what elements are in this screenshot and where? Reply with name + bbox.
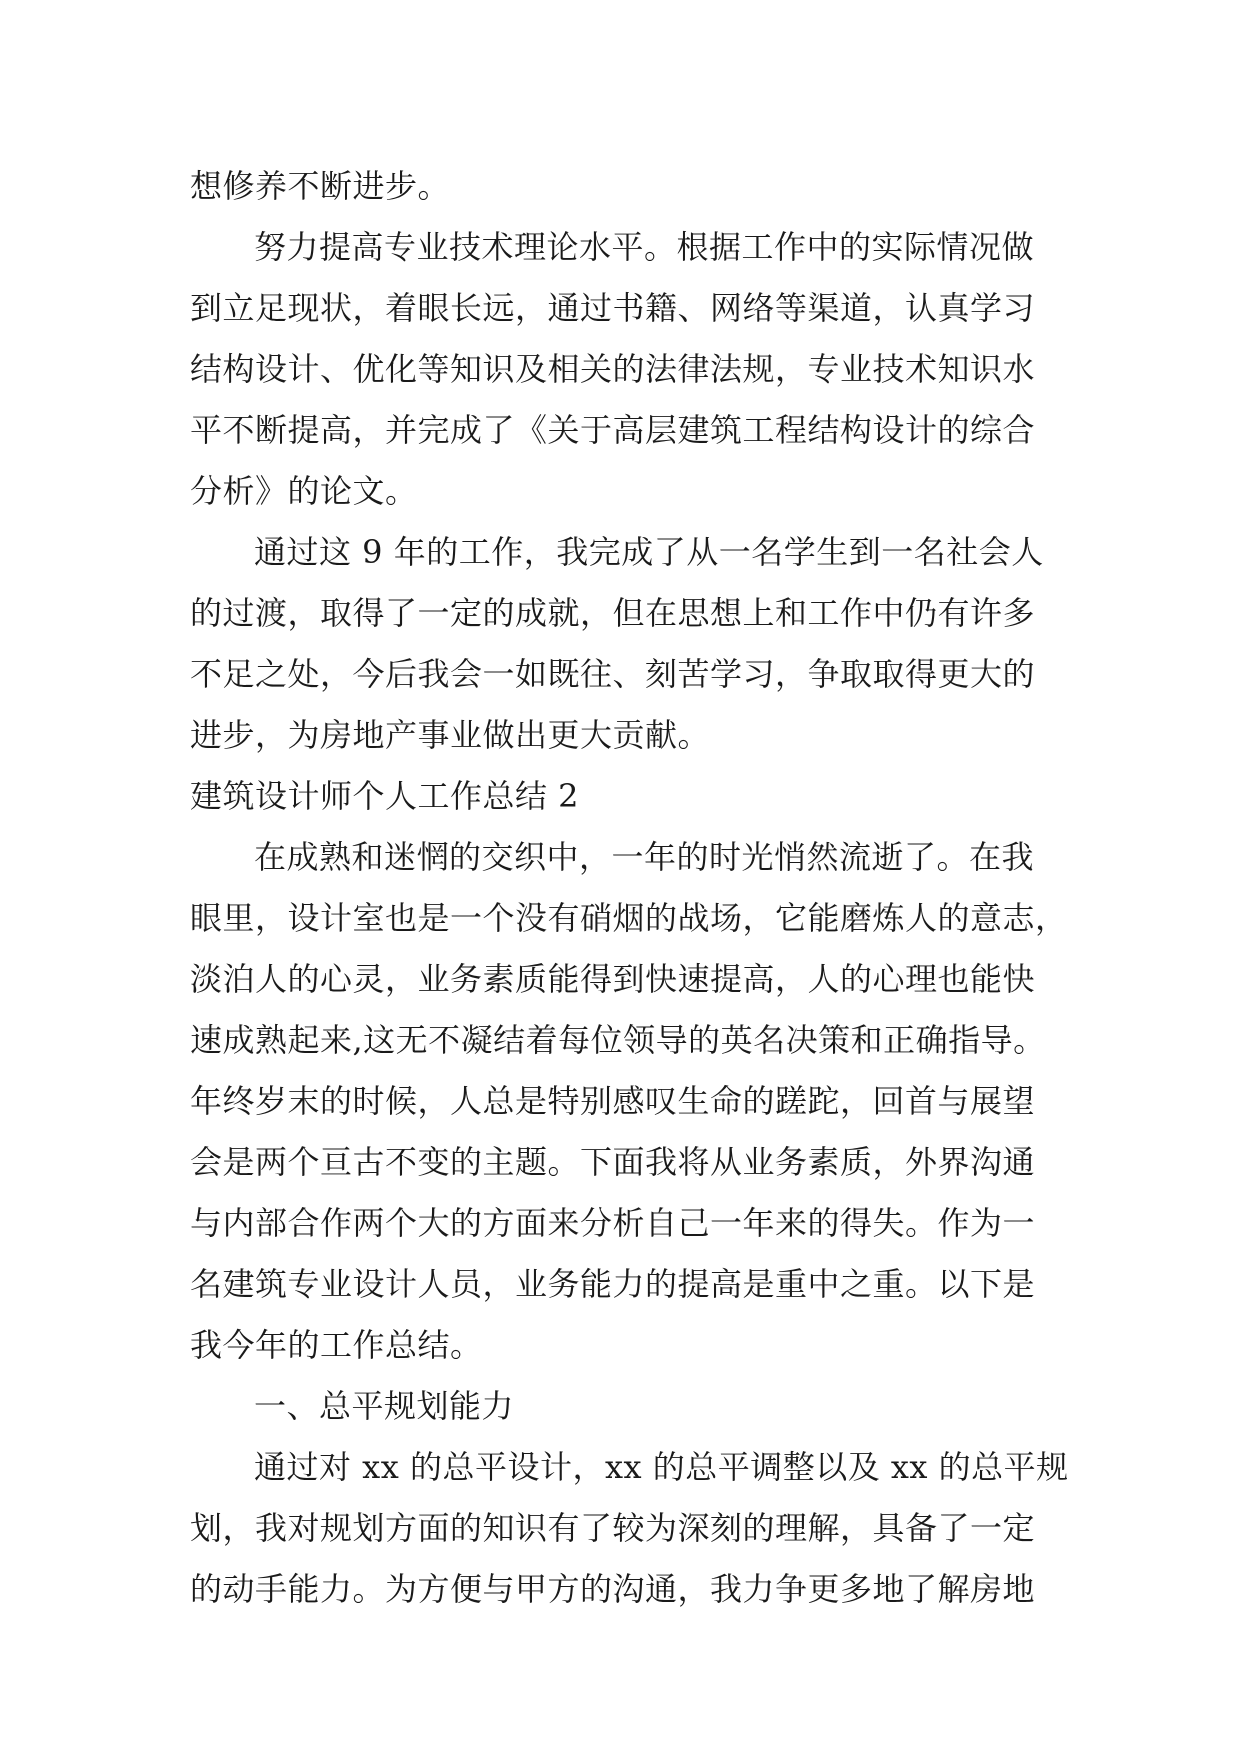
paragraph-line-1: 想修养不断进步。 — [190, 167, 451, 205]
paragraph-line-10: 进步，为房地产事业做出更大贡献。 — [190, 716, 711, 754]
paragraph-line-5: 平不断提高，并完成了《关于高层建筑工程结构设计的综合 — [190, 411, 1036, 449]
paragraph-line-4: 结构设计、优化等知识及相关的法律法规，专业技术知识水 — [190, 350, 1036, 388]
paragraph-line-13: 眼里，设计室也是一个没有硝烟的战场，它能磨炼人的意志， — [190, 899, 1068, 937]
paragraph-line-6: 分析》的论文。 — [190, 472, 418, 510]
paragraph-line-3: 到立足现状，着眼长远，通过书籍、网络等渠道，认真学习 — [190, 289, 1036, 327]
section-heading: 建筑设计师个人工作总结 2 — [190, 777, 580, 815]
paragraph-line-7: 通过这 9 年的工作，我完成了从一名学生到一名社会人 — [254, 533, 1044, 571]
paragraph-line-24: 的动手能力。为方便与甲方的沟通，我力争更多地了解房地 — [190, 1570, 1036, 1608]
paragraph-line-19: 名建筑专业设计人员，业务能力的提高是重中之重。以下是 — [190, 1265, 1036, 1303]
paragraph-line-15: 速成熟起来,这无不凝结着每位领导的英名决策和正确指导。 — [190, 1021, 1046, 1059]
paragraph-line-17: 会是两个亘古不变的主题。下面我将从业务素质，外界沟通 — [190, 1143, 1036, 1181]
paragraph-line-14: 淡泊人的心灵，业务素质能得到快速提高，人的心理也能快 — [190, 960, 1036, 998]
paragraph-line-16: 年终岁末的时候，人总是特别感叹生命的蹉跎，回首与展望 — [190, 1082, 1036, 1120]
paragraph-line-20: 我今年的工作总结。 — [190, 1326, 483, 1364]
paragraph-line-23: 划，我对规划方面的知识有了较为深刻的理解，具备了一定 — [190, 1509, 1036, 1547]
paragraph-line-18: 与内部合作两个大的方面来分析自己一年来的得失。作为一 — [190, 1204, 1036, 1242]
subheading-line: 一、总平规划能力 — [254, 1387, 515, 1425]
paragraph-line-2: 努力提高专业技术理论水平。根据工作中的实际情况做 — [254, 228, 1035, 266]
paragraph-line-12: 在成熟和迷惘的交织中，一年的时光悄然流逝了。在我 — [254, 838, 1035, 876]
document-body — [190, 156, 1069, 1620]
paragraph-line-22: 通过对 xx 的总平设计，xx 的总平调整以及 xx 的总平规 — [254, 1448, 1069, 1486]
paragraph-line-8: 的过渡，取得了一定的成就，但在思想上和工作中仍有许多 — [190, 594, 1036, 632]
paragraph-line-9: 不足之处，今后我会一如既往、刻苦学习，争取取得更大的 — [190, 655, 1036, 693]
